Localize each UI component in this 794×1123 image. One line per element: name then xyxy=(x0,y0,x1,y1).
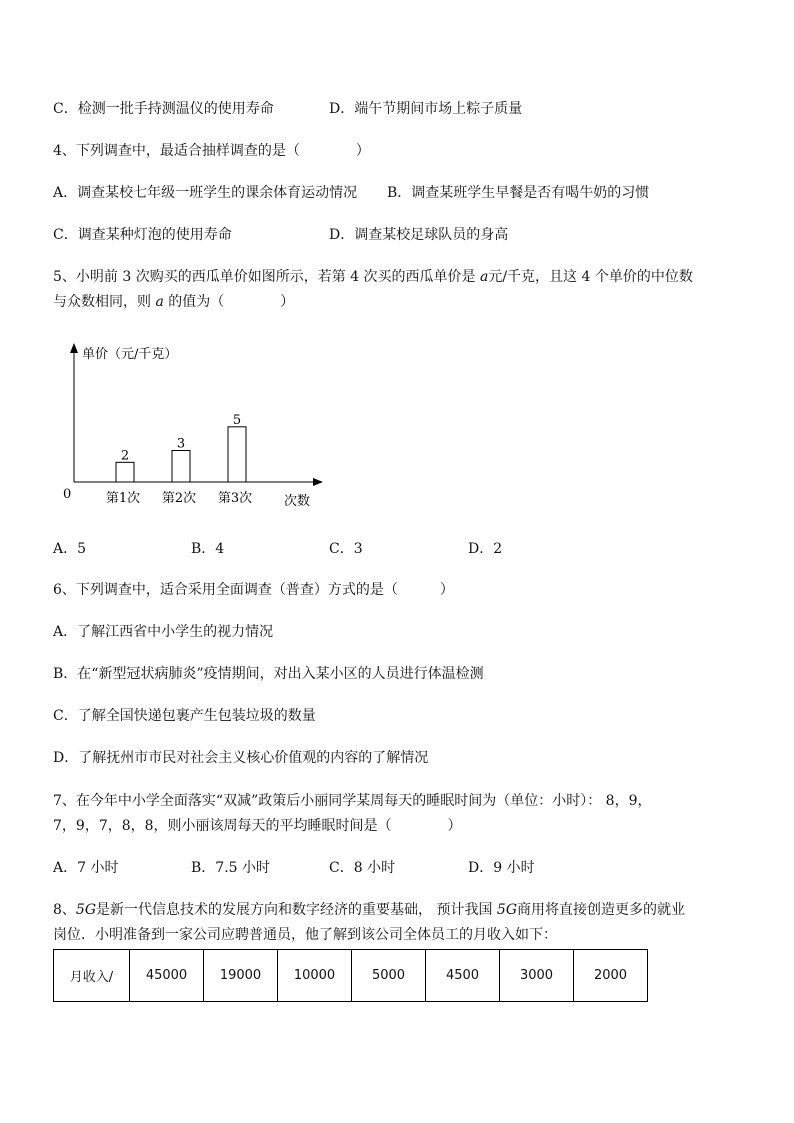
table-cell: 10000 xyxy=(278,950,352,1002)
q6-option-a: A．了解江西省中小学生的视力情况 xyxy=(53,624,274,640)
bar-1 xyxy=(116,462,134,482)
q4-option-c: C．调查某种灯泡的使用寿命 xyxy=(53,227,232,243)
table-cell: 3000 xyxy=(500,950,574,1002)
bar-group xyxy=(106,413,252,506)
q8-stem-line2: 岗位．小明准备到一家公司应聘普通员，他了解到该公司全体员工的月收入如下： xyxy=(53,927,557,943)
q7-option-a: A．7 小时 xyxy=(53,860,119,876)
q6-option-d: D．了解抚州市市民对社会主义核心价值观的内容的了解情况 xyxy=(53,750,429,766)
table-cell: 2000 xyxy=(574,950,648,1002)
q5-stem-text-1: 5、小明前 3 次购买的西瓜单价如图所示，若第 4 次买的西瓜单价是 xyxy=(53,269,480,285)
q5-option-d: D．2 xyxy=(468,541,503,557)
q6-stem: 6、下列调查中，适合采用全面调查（普查）方式的是（ ） xyxy=(53,582,454,598)
q7-option-c: C．8 小时 xyxy=(329,860,396,876)
q6-option-c: C．了解全国快递包裹产生包装垃圾的数量 xyxy=(53,708,316,724)
q5-variable-a: a xyxy=(479,269,489,285)
q5-stem-text-2: 元/千克，且这 4 个单价的中位数 xyxy=(488,269,693,285)
bar-2 xyxy=(172,450,190,482)
table-cell: 4500 xyxy=(426,950,500,1002)
q5-variable-a-2: a xyxy=(155,294,164,310)
q3-option-c: C．检测一批手持测温仪的使用寿命 xyxy=(53,101,274,117)
q5-option-a: A．5 xyxy=(53,541,87,557)
q8-5g-2: 5G xyxy=(496,902,518,918)
table-cell: 19000 xyxy=(204,950,278,1002)
q5-option-b: B．4 xyxy=(191,541,225,557)
q4-option-b: B．调查某班学生早餐是否有喝牛奶的习惯 xyxy=(387,185,650,201)
x-tick-label: 第3次 xyxy=(217,491,253,506)
q6-option-b: B．在“新型冠状病肺炎”疫情期间，对出入某小区的人员进行体温检测 xyxy=(53,666,484,682)
x-tick-label: 第1次 xyxy=(105,491,141,506)
bar-3 xyxy=(228,427,246,482)
q7-option-b: B．7.5 小时 xyxy=(191,860,271,876)
table-cell: 5000 xyxy=(352,950,426,1002)
bar-value-label: 2 xyxy=(120,448,130,464)
q8-stem-text-1: 8、 xyxy=(53,902,76,918)
q8-stem-text-3: 商用将直接创造更多的就业 xyxy=(517,902,686,918)
q7-option-d: D．9 小时 xyxy=(468,860,535,876)
x-axis-arrow xyxy=(313,478,323,486)
q5-option-c: C．3 xyxy=(329,541,363,557)
q4-stem: 4、下列调查中，最适合抽样调查的是（ ） xyxy=(53,143,370,159)
table-row xyxy=(54,950,648,1002)
y-axis-label: 单价（元/千克） xyxy=(82,347,178,362)
table-cell: 45000 xyxy=(130,950,204,1002)
q4-option-d: D．调查某校足球队员的身高 xyxy=(329,227,509,243)
q8-stem-text-2: 是新一代信息技术的发展方向和数字经济的重要基础， 预计我国 xyxy=(96,902,497,918)
q7-stem-line2: 7，9，7，8，8，则小丽该周每天的平均睡眠时间是（ ） xyxy=(53,818,462,834)
q5-stem-text-4: 的值为（ ） xyxy=(163,294,295,310)
x-tick-label: 第2次 xyxy=(161,491,197,506)
y-axis-arrow xyxy=(70,343,78,353)
origin-label: 0 xyxy=(63,487,72,502)
q3-option-d: D．端午节期间市场上粽子质量 xyxy=(329,101,523,117)
q4-option-a: A．调查某校七年级一班学生的课余体育运动情况 xyxy=(53,185,358,201)
q7-stem-line1: 7、在今年中小学全面落实“双减”政策后小丽同学某周每天的睡眠时间为（单位：小时）： 8，9， xyxy=(53,793,652,809)
table-header-cell: 月收入/ xyxy=(54,950,130,1002)
q8-5g-1: 5G xyxy=(75,902,97,918)
q5-stem-text-3: 与众数相同，则 xyxy=(53,294,156,310)
q8-stem-line1 xyxy=(53,900,685,920)
x-axis-label: 次数 xyxy=(284,494,311,509)
bar-value-label: 5 xyxy=(232,412,242,428)
bar-value-label: 3 xyxy=(176,436,186,452)
income-table xyxy=(53,949,648,1002)
